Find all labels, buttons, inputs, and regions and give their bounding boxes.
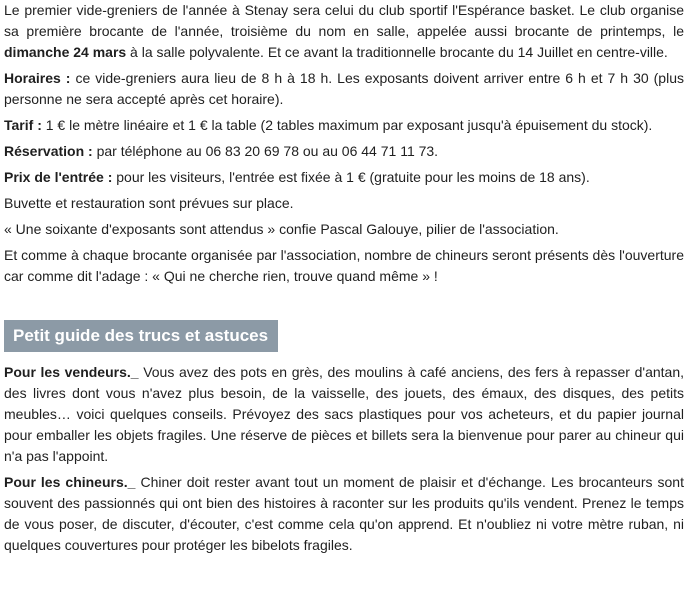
closing-paragraph: Et comme à chaque brocante organisée par l'association, nombre de chineurs seront présents dès l'ouverture car comme dit l'adage : « Qui ne cherche rien, trouve quand même » ! <box>4 247 684 284</box>
reservation-paragraph <box>4 141 684 162</box>
chineurs-text: Chiner doit rester avant tout un moment de plaisir et d'échange. Les brocanteurs sont souvent des passionnés qui ont bien des histoires à raconter sur les produits qu'ils vendent. Prenez le temps de vous poser, de discuter, d'écouter, c'est comme cela qu'on apprend. Et n'oubliez ni votre mètre ruban, ni quelques couvertures pour protéger les bibelots fragiles. <box>4 474 684 553</box>
horaires-label: Horaires : <box>4 70 71 86</box>
article-body <box>4 0 684 561</box>
buvette-paragraph: Buvette et restauration sont prévues sur place. <box>4 195 294 211</box>
reservation-text: par téléphone au 06 83 20 69 78 ou au 06 44 71 11 73. <box>92 143 439 159</box>
intro-text-after: à la salle polyvalente. Et ce avant la traditionnelle brocante du 14 Juillet en centre-ville. <box>126 44 668 60</box>
chineurs-label: Pour les chineurs._ <box>4 474 136 490</box>
intro-text-before: Le premier vide-greniers de l'année à Stenay sera celui du club sportif l'Espérance basket. Le club organise sa première brocante de l'année, troisième du nom en salle, appelée aussi brocante de printemps, le <box>4 2 684 39</box>
tarif-text: 1 € le mètre linéaire et 1 € la table (2 tables maximum par exposant jusqu'à épuisement du stock). <box>41 117 653 133</box>
prix-text: pour les visiteurs, l'entrée est fixée à 1 € (gratuite pour les moins de 18 ans). <box>112 169 590 185</box>
prix-paragraph <box>4 167 684 188</box>
quote-paragraph: « Une soixante d'exposants sont attendus » confie Pascal Galouye, pilier de l'association. <box>4 221 559 237</box>
tarif-paragraph <box>4 115 684 136</box>
prix-label: Prix de l'entrée : <box>4 169 113 185</box>
reservation-label: Réservation : <box>4 143 93 159</box>
horaires-paragraph <box>4 68 684 110</box>
intro-paragraph <box>4 0 684 63</box>
vendeurs-label: Pour les vendeurs._ <box>4 364 139 380</box>
tarif-label: Tarif : <box>4 117 42 133</box>
event-date: dimanche 24 mars <box>4 44 127 60</box>
vendeurs-text: Vous avez des pots en grès, des moulins à café anciens, des fers à repasser d'antan, des livres dont vous n'avez plus besoin, de la vaisselle, des jouets, des émaux, des disques, des petits meubles… voici quelques conseils. Prévoyez des sacs plastiques pour vos acheteurs, et du papier journal pour emballer les objets fragiles. Une réserve de pièces et billets sera la bienvenue pour parer au chineur qui n'a pas l'appoint. <box>4 364 684 464</box>
guide-heading: Petit guide des trucs et astuces <box>4 320 278 352</box>
chineurs-paragraph <box>4 472 684 556</box>
vendeurs-paragraph <box>4 362 684 467</box>
horaires-text: ce vide-greniers aura lieu de 8 h à 18 h. Les exposants doivent arriver entre 6 h et 7 h 30 (plus personne ne sera accepté après cet horaire). <box>4 70 684 107</box>
